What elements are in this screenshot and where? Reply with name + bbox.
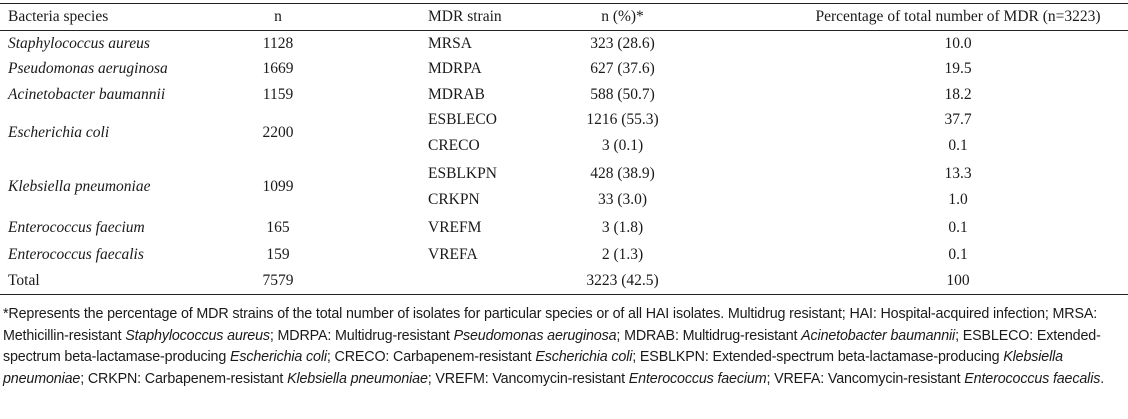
species-cell: Enterococcus faecalis (8, 246, 144, 263)
strain-cell: MDRPA (428, 60, 482, 77)
footnote-text: . (1100, 370, 1105, 387)
total-n-pct: 3223 (42.5) (586, 272, 659, 289)
species-cell: Escherichia coli (8, 124, 110, 141)
total-pct: 100 (946, 272, 970, 289)
species-cell: Pseudomonas aeruginosa (8, 60, 168, 77)
footnote-species: Enterococcus faecium (628, 370, 767, 387)
pct-total-cell: 19.5 (944, 60, 972, 77)
strain-cell: ESBLECO (428, 111, 497, 128)
strain-cell: MRSA (428, 35, 472, 52)
footnote-text: ; MDRAB: Multidrug-resistant (616, 327, 802, 344)
n-pct-cell: 2 (1.3) (601, 246, 644, 263)
footnote-species: Klebsiella pneumoniae (287, 370, 428, 387)
pct-total-cell: 0.1 (948, 246, 968, 263)
footnote-species: Enterococcus faecalis (964, 370, 1101, 387)
table-footnote (3, 304, 1123, 390)
n-cell: 159 (266, 246, 290, 263)
n-pct-cell: 3 (1.8) (601, 219, 644, 236)
strain-cell: VREFA (428, 246, 478, 263)
n-pct-cell: 627 (37.6) (590, 60, 655, 77)
species-cell: Staphylococcus aureus (8, 35, 150, 52)
footnote-text: ; CRECO: Carbapenem-resistant (326, 349, 536, 366)
header-pct-total: Percentage of total number of MDR (n=3223) (815, 8, 1101, 25)
footnote-species: Staphylococcus aureus (125, 327, 270, 344)
header-species: Bacteria species (8, 8, 109, 25)
species-cell: Enterococcus faecium (8, 219, 145, 236)
footnote-text: ; ESBLKPN: Extended-spectrum beta-lactamase-producing (632, 349, 1004, 366)
footnote-text: ; VREFA: Vancomycin-resistant (766, 370, 965, 387)
footnote-species: Acinetobacter baumannii (801, 327, 956, 344)
n-pct-cell: 3 (0.1) (601, 137, 644, 154)
species-cell: Acinetobacter baumannii (8, 86, 166, 103)
header-n-pct: n (%)* (601, 8, 644, 25)
n-cell: 165 (266, 219, 290, 236)
footnote-text: ; ESBLECO: Extended-spectrum beta-lactamase-producing (3, 327, 1101, 366)
table-bottom-rule (0, 294, 1128, 295)
n-pct-cell: 588 (50.7) (590, 86, 655, 103)
footnote-species: Escherichia coli (229, 349, 327, 366)
total-n: 7579 (262, 272, 294, 289)
header-mdr-strain: MDR strain (428, 8, 502, 25)
pct-total-cell: 18.2 (944, 86, 972, 103)
n-cell: 1669 (262, 60, 294, 77)
strain-cell: CRKPN (428, 191, 480, 208)
footnote-species: Klebsiella pneumoniae (3, 349, 1063, 387)
footnote-text: *Represents the percentage of MDR strains of the total number of isolates for particular species or of all HAI isolates. Multidrug resistant; HAI: Hospital-acquired infection; MRSA: Methicillin-resistant (3, 306, 1098, 344)
pct-total-cell: 0.1 (948, 219, 968, 236)
n-pct-cell: 33 (3.0) (597, 191, 648, 208)
table-header-rule (0, 30, 1128, 31)
footnote-text: ; CRKPN: Carbapenem-resistant (80, 370, 288, 387)
pct-total-cell: 37.7 (944, 111, 972, 128)
n-pct-cell: 323 (28.6) (590, 35, 655, 52)
footnote-species: Pseudomonas aeruginosa (453, 327, 617, 344)
n-cell: 1099 (262, 178, 294, 195)
pct-total-cell: 13.3 (944, 165, 972, 182)
n-pct-cell: 428 (38.9) (590, 165, 655, 182)
footnote-text: ; VREFM: Vancomycin-resistant (427, 370, 629, 387)
strain-cell: CRECO (428, 137, 480, 154)
footnote-species: Escherichia coli (535, 349, 633, 366)
species-cell: Klebsiella pneumoniae (8, 178, 151, 195)
footnote-text: ; MDRPA: Multidrug-resistant (269, 327, 454, 344)
header-n: n (274, 8, 282, 25)
n-cell: 1128 (262, 35, 294, 52)
strain-cell: ESBLKPN (428, 165, 497, 182)
table-top-rule (0, 3, 1128, 4)
pct-total-cell: 10.0 (944, 35, 972, 52)
pct-total-cell: 1.0 (948, 191, 968, 208)
total-label: Total (8, 272, 40, 289)
n-cell: 1159 (262, 86, 294, 103)
n-cell: 2200 (262, 124, 294, 141)
strain-cell: MDRAB (428, 86, 485, 103)
pct-total-cell: 0.1 (948, 137, 968, 154)
n-pct-cell: 1216 (55.3) (586, 111, 659, 128)
strain-cell: VREFM (428, 219, 482, 236)
